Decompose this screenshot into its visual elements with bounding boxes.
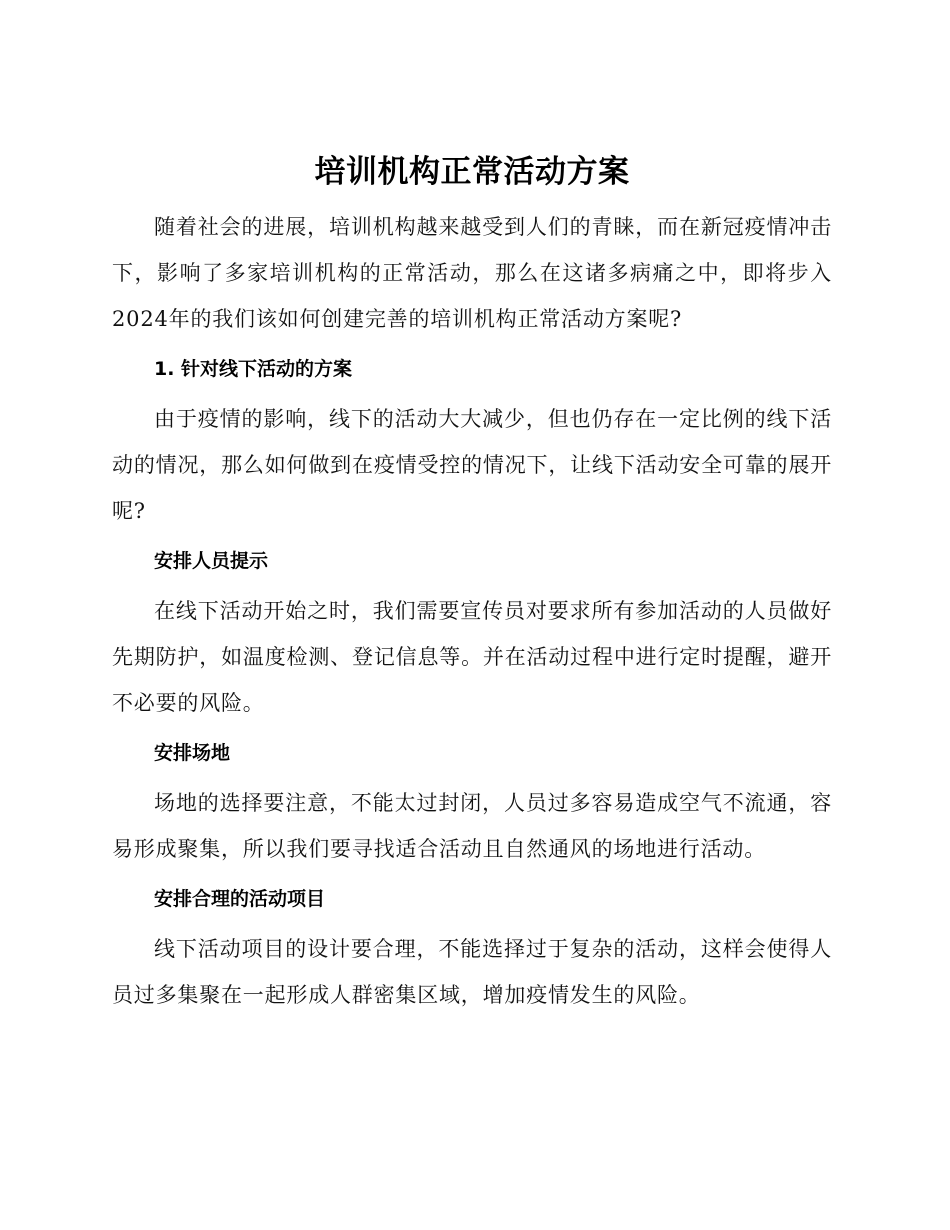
section-body-staff-reminder: 在线下活动开始之时，我们需要宣传员对要求所有参加活动的人员做好先期防护，如温度检测、登记信息等。并在活动过程中进行定时提醒，避开不必要的风险。 <box>112 599 832 715</box>
document-page <box>112 150 832 1018</box>
section-body-activity-items: 线下活动项目的设计要合理，不能选择过于复杂的活动，这样会使得人员过多集聚在一起形成人群密集区域，增加疫情发生的风险。 <box>112 937 832 1007</box>
section-heading-offline-plan: 1. 针对线下活动的方案 <box>154 358 353 380</box>
section-heading-activity-items: 安排合理的活动项目 <box>154 888 326 910</box>
section-body-offline-plan: 由于疫情的影响，线下的活动大大减少，但也仍存在一定比例的线下活动的情况，那么如何做到在疫情受控的情况下，让线下活动安全可靠的展开呢? <box>112 407 832 523</box>
intro-paragraph: 随着社会的进展，培训机构越来越受到人们的青睐，而在新冠疫情冲击下，影响了多家培训机构的正常活动，那么在这诸多病痛之中，即将步入2024年的我们该如何创建完善的培训机构正常活动方案呢? <box>112 215 832 331</box>
section-body-venue: 场地的选择要注意，不能太过封闭，人员过多容易造成空气不流通，容易形成聚集，所以我们要寻找适合活动且自然通风的场地进行活动。 <box>112 791 832 861</box>
section-heading-venue: 安排场地 <box>154 742 231 764</box>
section-heading-staff-reminder: 安排人员提示 <box>154 550 269 572</box>
document-title: 培训机构正常活动方案 <box>314 154 630 190</box>
